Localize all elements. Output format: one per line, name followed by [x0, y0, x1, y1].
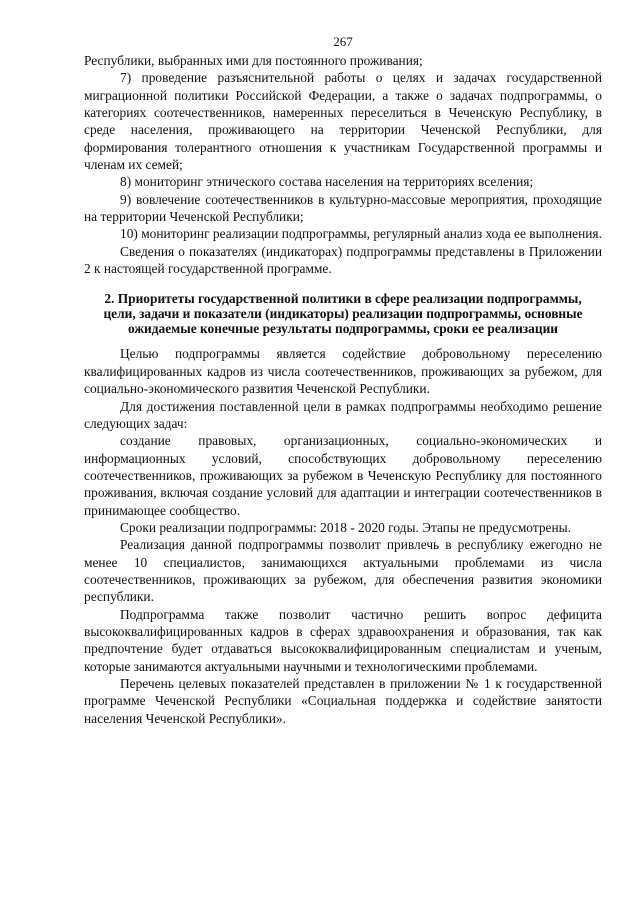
continuation-paragraph: Республики, выбранных ими для постоянного проживания; — [84, 53, 423, 68]
tasks-intro-paragraph: Для достижения поставленной цели в рамках подпрограммы необходимо решение следующих задач: — [84, 398, 602, 431]
goal-paragraph: Целью подпрограммы является содействие добровольному переселению квалифицированных кадров из числа соотечественников, проживающих за рубежом, для социально-экономического развития Чеченской Республики. — [84, 346, 602, 397]
timeline-paragraph: Сроки реализации подпрограммы: 2018 - 2020 годы. Этапы не предусмотрены. — [120, 519, 571, 535]
list-item-10: 10) мониторинг реализации подпрограммы, регулярный анализ хода ее выполнения. — [120, 226, 602, 242]
section-heading: 2. Приоритеты государственной политики в сфере реализации подпрограммы, цели, задачи и показатели (индикаторы) реализации подпрограммы, основные ожидаемые конечные результаты подпрограммы, сроки ее реализации — [103, 291, 583, 337]
document-page — [84, 34, 602, 727]
list-item-7: 7) проведение разъяснительной работы о целях и задачах государственной миграционной политики Российской Федерации, а также о задачах подпрограммы, о категориях соотечественников, намеренных переселиться в Чеченскую Республику, в среде населения, проживающего на территории Чеченской Республики, для формирования толерантного отношения к участникам Государственной программы и членам их семей; — [84, 70, 602, 173]
list-item-8: 8) мониторинг этнического состава населения на территориях вселения; — [120, 174, 534, 190]
page-number: 267 — [333, 34, 353, 49]
indicators-paragraph: Сведения о показателях (индикаторах) подпрограммы представлены в Приложении 2 к настоящей государственной программе. — [84, 243, 602, 277]
task-paragraph: создание правовых, организационных, социально-экономических и информационных условий, способствующих добровольному переселению соотечественников, проживающих за рубежом в Чеченскую Республику для постоянного проживания, включая создание условий для адаптации и интеграции соотечественников в принимающее сообщество. — [84, 433, 602, 518]
results-paragraph: Реализация данной подпрограммы позволит привлечь в республику ежегодно не менее 10 специалистов, занимающихся актуальными проблемами из числа соотечественников, проживающих за рубежом, для обеспечения развития экономики республики. — [84, 537, 602, 605]
targets-paragraph: Перечень целевых показателей представлен в приложении № 1 к государственной программе Чеченской Республики «Социальная поддержка и содействие занятости населения Чеченской Республики». — [84, 676, 602, 726]
list-item-9: 9) вовлечение соотечественников в культурно-массовые мероприятия, проходящие на территории Чеченской Республики; — [84, 191, 602, 225]
deficit-paragraph: Подпрограмма также позволит частично решить вопрос дефицита высококвалифицированных кадров в сферах здравоохранения и образования, так как предпочтение будет отдаваться высококвалифицированным специалистам и ученым, которые занимаются актуальными научными и технологическими проблемами. — [84, 606, 602, 674]
